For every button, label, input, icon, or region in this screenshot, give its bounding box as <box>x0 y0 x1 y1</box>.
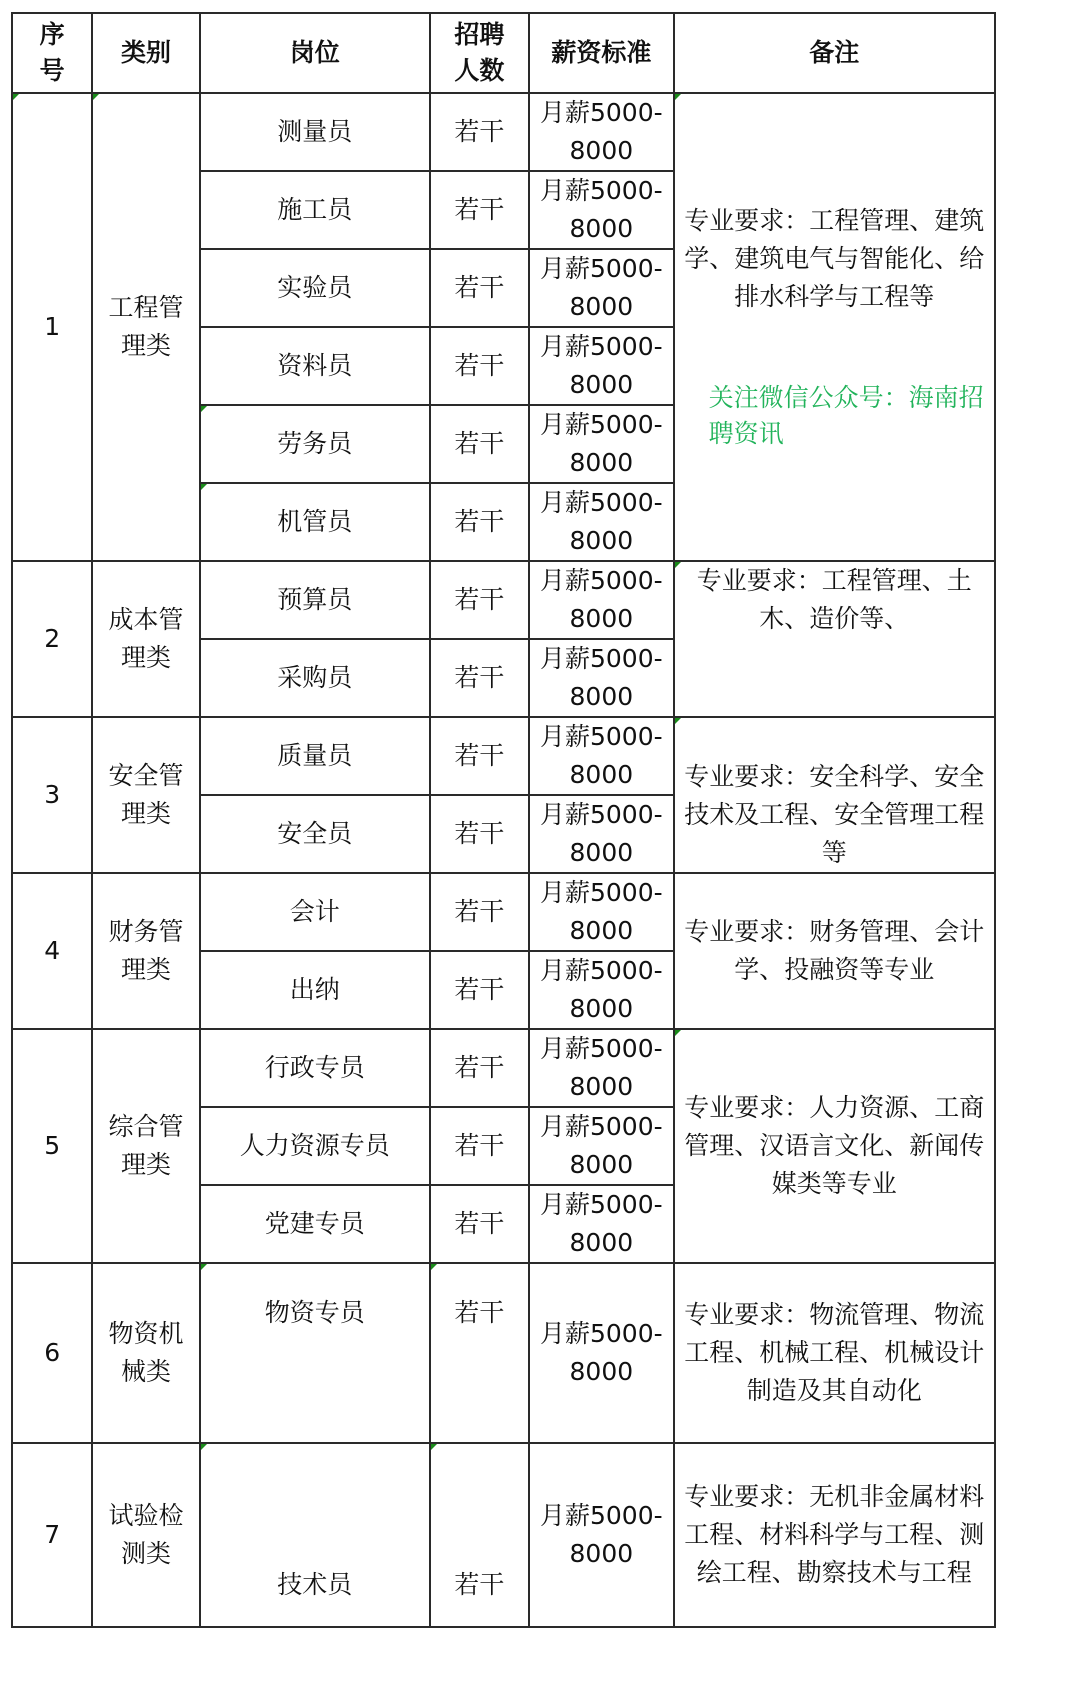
group-no: 4 <box>12 873 92 1029</box>
position-name: 技术员 <box>200 1443 430 1627</box>
position-salary: 月薪5000-8000 <box>529 873 674 951</box>
position-salary: 月薪5000-8000 <box>529 171 674 249</box>
position-count: 若干 <box>430 951 529 1029</box>
position-salary: 月薪5000-8000 <box>529 951 674 1029</box>
table-row <box>12 717 995 795</box>
table-header-row <box>12 13 995 93</box>
position-count: 若干 <box>430 327 529 405</box>
position-salary: 月薪5000-8000 <box>529 405 674 483</box>
position-name: 会计 <box>200 873 430 951</box>
position-salary: 月薪5000-8000 <box>529 249 674 327</box>
position-count: 若干 <box>430 483 529 561</box>
header-position: 岗位 <box>200 13 430 93</box>
position-name: 出纳 <box>200 951 430 1029</box>
header-count: 招聘人数 <box>430 13 529 93</box>
group-no: 7 <box>12 1443 92 1627</box>
major-requirement: 专业要求：工程管理、建筑学、建筑电气与智能化、给排水科学与工程等 <box>684 206 985 311</box>
group-category: 财务管理类 <box>92 873 199 1029</box>
position-name: 党建专员 <box>200 1185 430 1263</box>
header-salary: 薪资标准 <box>529 13 674 93</box>
header-no: 序号 <box>12 13 92 93</box>
group-category: 试验检测类 <box>92 1443 199 1627</box>
position-count: 若干 <box>430 93 529 171</box>
group-note <box>674 1443 995 1627</box>
major-requirement: 专业要求：物流管理、物流工程、机械工程、机械设计制造及其自动化 <box>684 1300 985 1405</box>
table-row <box>12 873 995 951</box>
position-salary: 月薪5000-8000 <box>529 483 674 561</box>
group-note <box>674 1263 995 1443</box>
position-name: 实验员 <box>200 249 430 327</box>
position-name: 行政专员 <box>200 1029 430 1107</box>
position-name: 安全员 <box>200 795 430 873</box>
major-requirement: 专业要求：财务管理、会计学、投融资等专业 <box>684 917 985 984</box>
wechat-promo-text: 关注微信公众号：海南招聘资讯 <box>708 383 984 448</box>
table-row <box>12 1443 995 1627</box>
major-requirement: 专业要求：安全科学、安全技术及工程、安全管理工程等 <box>684 762 985 867</box>
position-count: 若干 <box>430 717 529 795</box>
recruitment-table <box>11 12 996 1628</box>
position-salary: 月薪5000-8000 <box>529 795 674 873</box>
position-count: 若干 <box>430 639 529 717</box>
position-count: 若干 <box>430 1107 529 1185</box>
position-name: 人力资源专员 <box>200 1107 430 1185</box>
position-name: 施工员 <box>200 171 430 249</box>
group-note <box>674 561 995 717</box>
group-category: 物资机械类 <box>92 1263 199 1443</box>
header-category: 类别 <box>92 13 199 93</box>
header-note: 备注 <box>674 13 995 93</box>
position-salary: 月薪5000-8000 <box>529 1029 674 1107</box>
position-salary: 月薪5000-8000 <box>529 93 674 171</box>
position-salary: 月薪5000-8000 <box>529 1185 674 1263</box>
table-row <box>12 1263 995 1443</box>
position-count: 若干 <box>430 561 529 639</box>
group-note <box>674 717 995 873</box>
group-no: 1 <box>12 93 92 561</box>
table-row <box>12 1029 995 1107</box>
position-count: 若干 <box>430 1029 529 1107</box>
group-note <box>674 93 995 561</box>
group-no: 6 <box>12 1263 92 1443</box>
position-name: 预算员 <box>200 561 430 639</box>
position-name: 机管员 <box>200 483 430 561</box>
position-count: 若干 <box>430 1263 529 1443</box>
position-name: 物资专员 <box>200 1263 430 1443</box>
position-salary: 月薪5000-8000 <box>529 717 674 795</box>
position-count: 若干 <box>430 171 529 249</box>
position-salary: 月薪5000-8000 <box>529 1263 674 1443</box>
major-requirement: 专业要求：人力资源、工商管理、汉语言文化、新闻传媒类等专业 <box>684 1093 985 1198</box>
position-salary: 月薪5000-8000 <box>529 1107 674 1185</box>
position-count: 若干 <box>430 249 529 327</box>
table-row <box>12 561 995 639</box>
position-name: 采购员 <box>200 639 430 717</box>
position-salary: 月薪5000-8000 <box>529 639 674 717</box>
position-salary: 月薪5000-8000 <box>529 1443 674 1627</box>
group-no: 3 <box>12 717 92 873</box>
table-row <box>12 93 995 171</box>
group-no: 5 <box>12 1029 92 1263</box>
group-category: 安全管理类 <box>92 717 199 873</box>
position-count: 若干 <box>430 1185 529 1263</box>
group-category: 综合管理类 <box>92 1029 199 1263</box>
position-name: 测量员 <box>200 93 430 171</box>
position-salary: 月薪5000-8000 <box>529 327 674 405</box>
position-name: 劳务员 <box>200 405 430 483</box>
group-category: 成本管理类 <box>92 561 199 717</box>
position-name: 资料员 <box>200 327 430 405</box>
group-note <box>674 873 995 1029</box>
position-name: 质量员 <box>200 717 430 795</box>
position-count: 若干 <box>430 405 529 483</box>
position-count: 若干 <box>430 873 529 951</box>
major-requirement: 专业要求：工程管理、土木、造价等、 <box>696 566 972 633</box>
position-count: 若干 <box>430 1443 529 1627</box>
group-no: 2 <box>12 561 92 717</box>
group-note <box>674 1029 995 1263</box>
position-salary: 月薪5000-8000 <box>529 561 674 639</box>
group-category: 工程管理类 <box>92 93 199 561</box>
position-count: 若干 <box>430 795 529 873</box>
major-requirement: 专业要求：无机非金属材料工程、材料科学与工程、测绘工程、勘察技术与工程 <box>684 1482 985 1587</box>
